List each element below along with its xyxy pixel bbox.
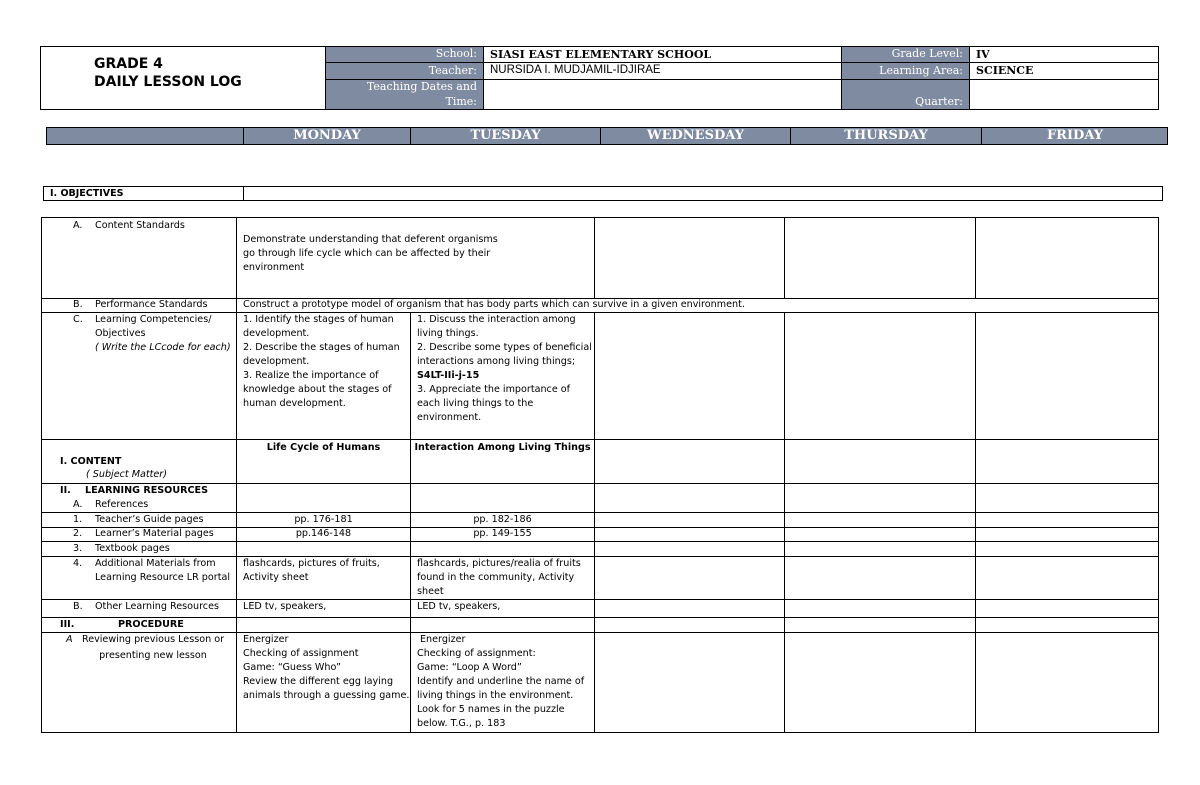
lc-code: S4LT-IIi-j-15 xyxy=(417,370,480,381)
competencies-tue-line: 3. Appreciate the importance of xyxy=(417,384,571,395)
competencies-num: C. xyxy=(73,314,83,325)
olr-mon: LED tv, speakers, xyxy=(243,601,327,612)
performance-standards-num: B. xyxy=(73,299,83,310)
tg-tue: pp. 182-186 xyxy=(473,514,532,525)
competencies-tue-line: environment. xyxy=(417,412,482,423)
reviewing-label-1: Reviewing previous Lesson or xyxy=(81,634,225,645)
am-label-1: Additional Materials from xyxy=(95,558,216,569)
tb-label: Textbook pages xyxy=(95,543,170,554)
content-standards-label: Content Standards xyxy=(95,220,185,231)
am-tue-3: sheet xyxy=(417,586,444,597)
reviewing-mon-line: Energizer xyxy=(243,634,289,645)
reviewing-mon-line: Review the different egg laying xyxy=(243,676,394,687)
resources-num: II. xyxy=(60,485,71,496)
title-dll: DAILY LESSON LOG xyxy=(94,74,242,90)
day-friday: FRIDAY xyxy=(1046,128,1104,143)
competencies-label-1: Learning Competencies/ xyxy=(95,314,212,325)
quarter-label: Quarter: xyxy=(915,95,963,108)
lm-label: Learner’s Material pages xyxy=(95,528,214,539)
content-sub: ( Subject Matter) xyxy=(86,469,167,480)
competencies-mon-line: 3. Realize the importance of xyxy=(243,370,379,381)
content-standards-mon-2: go through life cycle which can be affected by their xyxy=(243,248,491,259)
reviewing-mon xyxy=(243,633,409,703)
learning-area-label: Learning Area: xyxy=(879,64,963,77)
dates-label-2: Time: xyxy=(445,95,477,108)
content-standards-mon-1: Demonstrate understanding that deferent organisms xyxy=(243,234,498,245)
lm-tue: pp. 149-155 xyxy=(473,528,532,539)
day-tuesday: TUESDAY xyxy=(470,128,541,143)
reviewing-tue-line: living things in the environment. xyxy=(417,690,574,701)
reviewing-tue-line: Checking of assignment: xyxy=(417,648,536,659)
competencies-mon-line: development. xyxy=(243,356,310,367)
reviewing-mon-line: Checking of assignment xyxy=(243,648,359,659)
procedure-num: III. xyxy=(60,619,75,630)
am-tue-1: flashcards, pictures/realia of fruits xyxy=(417,558,581,569)
competencies-label-3: ( Write the LCcode for each) xyxy=(95,342,231,353)
grade-level-label: Grade Level: xyxy=(891,47,963,60)
competencies-tue-line: living things. xyxy=(417,328,479,339)
day-thursday: THURSDAY xyxy=(844,128,928,143)
competencies-tue-line: each living things to the xyxy=(417,398,534,409)
competencies-label-2: Objectives xyxy=(95,328,146,339)
reviewing-tue-line: Energizer xyxy=(420,634,466,645)
reviewing-num: A xyxy=(66,634,73,645)
competencies-mon-line: development. xyxy=(243,328,310,339)
reviewing-mon-line: animals through a guessing game. xyxy=(243,690,410,701)
day-wednesday: WEDNESDAY xyxy=(647,128,744,143)
title-grade: GRADE 4 xyxy=(94,56,163,72)
competencies-tue-line: 1. Discuss the interaction among xyxy=(417,314,576,325)
school-label: School: xyxy=(435,47,477,60)
objectives-bar xyxy=(43,186,1163,201)
school-value: SIASI EAST ELEMENTARY SCHOOL xyxy=(490,48,712,61)
procedure-label: PROCEDURE xyxy=(118,619,184,630)
reviewing-tue-line: Look for 5 names in the puzzle xyxy=(417,704,565,715)
am-mon-1: flashcards, pictures of fruits, xyxy=(243,558,380,569)
tb-num: 3. xyxy=(73,543,83,554)
lm-mon: pp.146-148 xyxy=(295,528,352,539)
tg-mon: pp. 176-181 xyxy=(294,514,353,525)
performance-standards-text: Construct a prototype model of organism that has body parts which can survive in a given environment. xyxy=(243,299,745,310)
teacher-value: NURSIDA I. MUDJAMIL-IDJIRAE xyxy=(490,64,661,76)
competencies-tue xyxy=(417,313,592,425)
resources-label: LEARNING RESOURCES xyxy=(85,485,209,496)
competencies-mon-line: 2. Describe the stages of human xyxy=(243,342,400,353)
reviewing-tue xyxy=(417,633,584,731)
competencies-mon-line: 1. Identify the stages of human xyxy=(243,314,394,325)
reviewing-tue-line: Game: “Loop A Word” xyxy=(417,662,522,673)
competencies-mon-line: human development. xyxy=(243,398,346,409)
reviewing-mon-line: Game: “Guess Who” xyxy=(243,662,341,673)
competencies-tue-line: 2. Describe some types of beneficial xyxy=(417,342,592,353)
olr-label: Other Learning Resources xyxy=(95,601,219,612)
am-mon-2: Activity sheet xyxy=(243,572,309,583)
competencies-mon xyxy=(243,313,400,411)
am-label-2: Learning Resource LR portal xyxy=(95,572,231,583)
am-num: 4. xyxy=(73,558,83,569)
reviewing-tue-line: below. T.G., p. 183 xyxy=(417,718,506,729)
competencies-tue-line: interactions among living things; xyxy=(417,356,576,367)
content-standards-mon-3: environment xyxy=(243,262,305,273)
lm-num: 2. xyxy=(73,528,83,539)
am-tue-2: found in the community, Activity xyxy=(417,572,575,583)
content-label: I. CONTENT xyxy=(60,456,122,467)
content-mon: Life Cycle of Humans xyxy=(266,442,381,453)
grade-level-value: IV xyxy=(976,48,990,61)
content-standards-num: A. xyxy=(73,220,83,231)
competencies-mon-line: knowledge about the stages of xyxy=(243,384,392,395)
tg-label: Teacher’s Guide pages xyxy=(95,514,204,525)
teacher-label: Teacher: xyxy=(428,64,477,77)
objectives-label: I. OBJECTIVES xyxy=(50,188,124,199)
performance-standards-label: Performance Standards xyxy=(95,299,208,310)
reviewing-label-2: presenting new lesson xyxy=(99,650,207,661)
references-num: A. xyxy=(73,499,83,510)
olr-num: B. xyxy=(73,601,83,612)
references-label: References xyxy=(95,499,149,510)
tg-num: 1. xyxy=(73,514,83,525)
dates-label-1: Teaching Dates and xyxy=(366,80,477,93)
learning-area-value: SCIENCE xyxy=(976,64,1034,77)
olr-tue: LED tv, speakers, xyxy=(417,601,501,612)
content-tue: Interaction Among Living Things xyxy=(414,442,591,453)
day-monday: MONDAY xyxy=(293,128,361,143)
reviewing-tue-line: Identify and underline the name of xyxy=(417,676,585,687)
